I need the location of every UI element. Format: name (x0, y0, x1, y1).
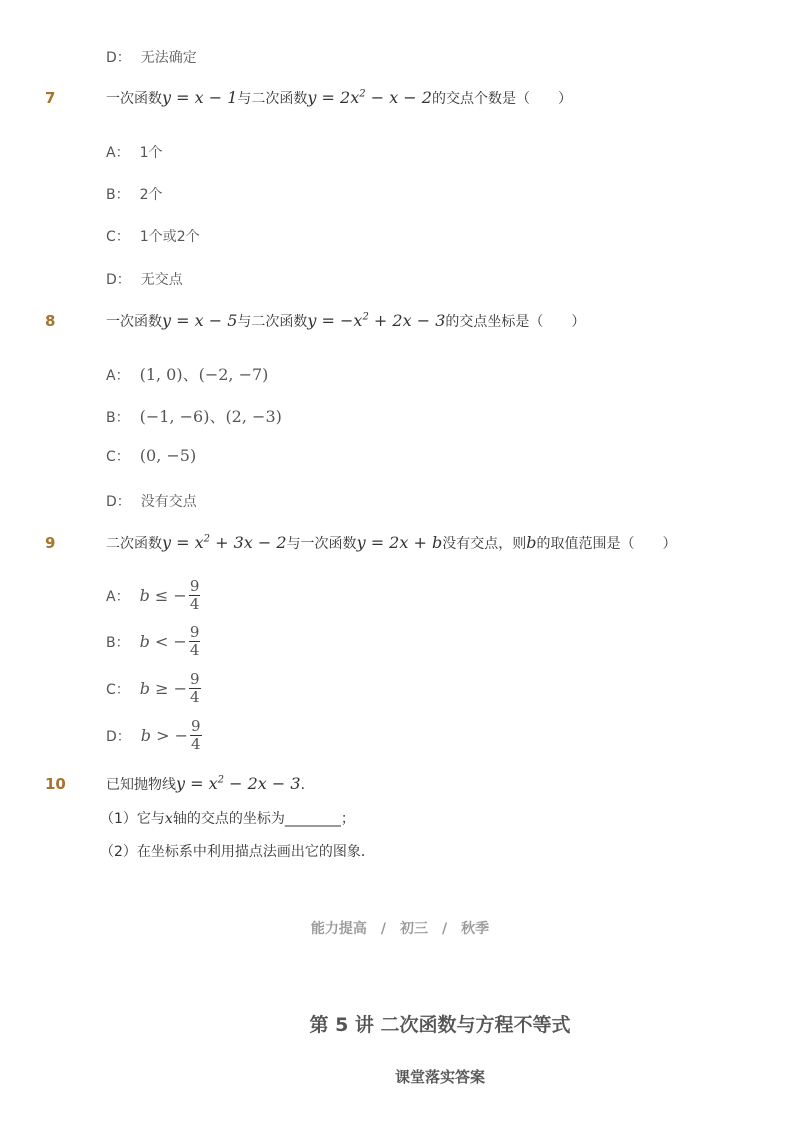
stem-text: 一次函数 (106, 314, 162, 330)
equation: y = x − 1 (162, 88, 238, 107)
option-label: D： (106, 272, 131, 288)
option-label: D： (106, 50, 131, 66)
q8-option-b[interactable] (106, 404, 282, 427)
question-10-sub-2: （2）在坐标系中利用描点法画出它的图象． (100, 844, 375, 860)
q7-option-d[interactable] (106, 269, 183, 289)
equation: $y = x^2 - 2x - 3$ (176, 774, 301, 793)
q9-option-b[interactable] (106, 624, 200, 659)
stem-text: 与二次函数 (237, 91, 308, 107)
stem-text: ． (300, 777, 315, 793)
stem-text: 与二次函数 (237, 314, 308, 330)
equation: $y = x^2 + 3x - 2$ (162, 533, 287, 552)
question-number-10: 10 (45, 775, 66, 793)
option-label: D： (106, 728, 131, 745)
variable: b (526, 533, 537, 552)
section-title: 第 5 讲 二次函数与方程不等式 (309, 1014, 571, 1036)
q8-option-c[interactable] (106, 446, 196, 466)
option-text: (−1, −6)、(2, −3) (139, 407, 282, 426)
option-label: B： (106, 187, 130, 203)
q7-option-c[interactable] (106, 226, 200, 246)
option-label: B： (106, 410, 130, 426)
question-7-stem (106, 88, 572, 108)
q7-option-b[interactable] (106, 184, 163, 204)
fraction: $\frac{9}{4}$ (189, 623, 200, 659)
stem-text: 已知抛物线 (106, 777, 176, 793)
question-9-stem (106, 533, 676, 553)
option-label: C： (106, 229, 130, 245)
stem-text: （1）它与 (100, 811, 165, 827)
variable: x (164, 811, 173, 827)
equation: y = x − 5 (162, 311, 238, 330)
q7-option-a[interactable] (106, 142, 163, 162)
option-text: 1个或2个 (139, 229, 200, 245)
stem-text: 轴的交点的坐标为________； (172, 811, 355, 827)
stem-text: 的交点个数是（ ） (431, 91, 572, 107)
question-number-7: 7 (45, 89, 56, 107)
option-text: 没有交点 (140, 494, 197, 510)
equation: y = 2x + b (356, 533, 443, 552)
option-label: D： (106, 494, 131, 510)
option-expression: b ≥ − (139, 679, 188, 698)
question-8-stem (106, 311, 585, 331)
question-10-sub-1 (100, 808, 355, 828)
stem-text: 一次函数 (106, 91, 162, 107)
option-text: 无法确定 (140, 50, 197, 66)
equation: $y = 2x^2 - x - 2$ (307, 88, 432, 107)
question-10-stem (106, 774, 315, 794)
stem-text: 的取值范围是（ ） (536, 536, 677, 552)
option-label: A： (106, 368, 130, 384)
question-number-9: 9 (45, 534, 56, 552)
option-label: A： (106, 588, 130, 605)
q9-option-a[interactable] (106, 578, 200, 613)
q9-option-c[interactable] (106, 671, 201, 706)
question-number-8: 8 (45, 312, 56, 330)
q8-option-a[interactable] (106, 362, 268, 385)
fraction: $\frac{9}{4}$ (190, 670, 200, 706)
option-text: (1, 0)、(−2, −7) (139, 365, 269, 384)
option-text: (0, −5) (139, 446, 197, 465)
option-label: B： (106, 634, 130, 651)
stem-text: 与一次函数 (286, 536, 357, 552)
equation: $y = -x^2 + 2x - 3$ (307, 311, 446, 330)
q9-option-d[interactable] (106, 718, 202, 753)
option-label: C： (106, 681, 130, 698)
option-label: C： (106, 449, 130, 465)
option-text: 1个 (139, 145, 163, 161)
fraction: $\frac{9}{4}$ (189, 577, 200, 613)
stem-text: 的交点坐标是（ ） (445, 314, 586, 330)
stem-text: 二次函数 (106, 536, 162, 552)
section-subtitle: 课堂落实答案 (394, 1068, 485, 1086)
footer-breadcrumb: 能力提高 / 初三 / 秋季 (310, 921, 490, 937)
stem-text: 没有交点，则 (442, 536, 527, 552)
option-label: A： (106, 145, 130, 161)
option-text: 无交点 (140, 272, 183, 288)
option-text: 2个 (139, 187, 163, 203)
option-expression: b > − (140, 726, 189, 745)
option-expression: b ≤ − (139, 586, 187, 605)
q8-option-d[interactable] (106, 491, 197, 511)
option-expression: b < − (139, 632, 187, 651)
q6-option-d (106, 47, 197, 67)
fraction: $\frac{9}{4}$ (191, 717, 201, 753)
